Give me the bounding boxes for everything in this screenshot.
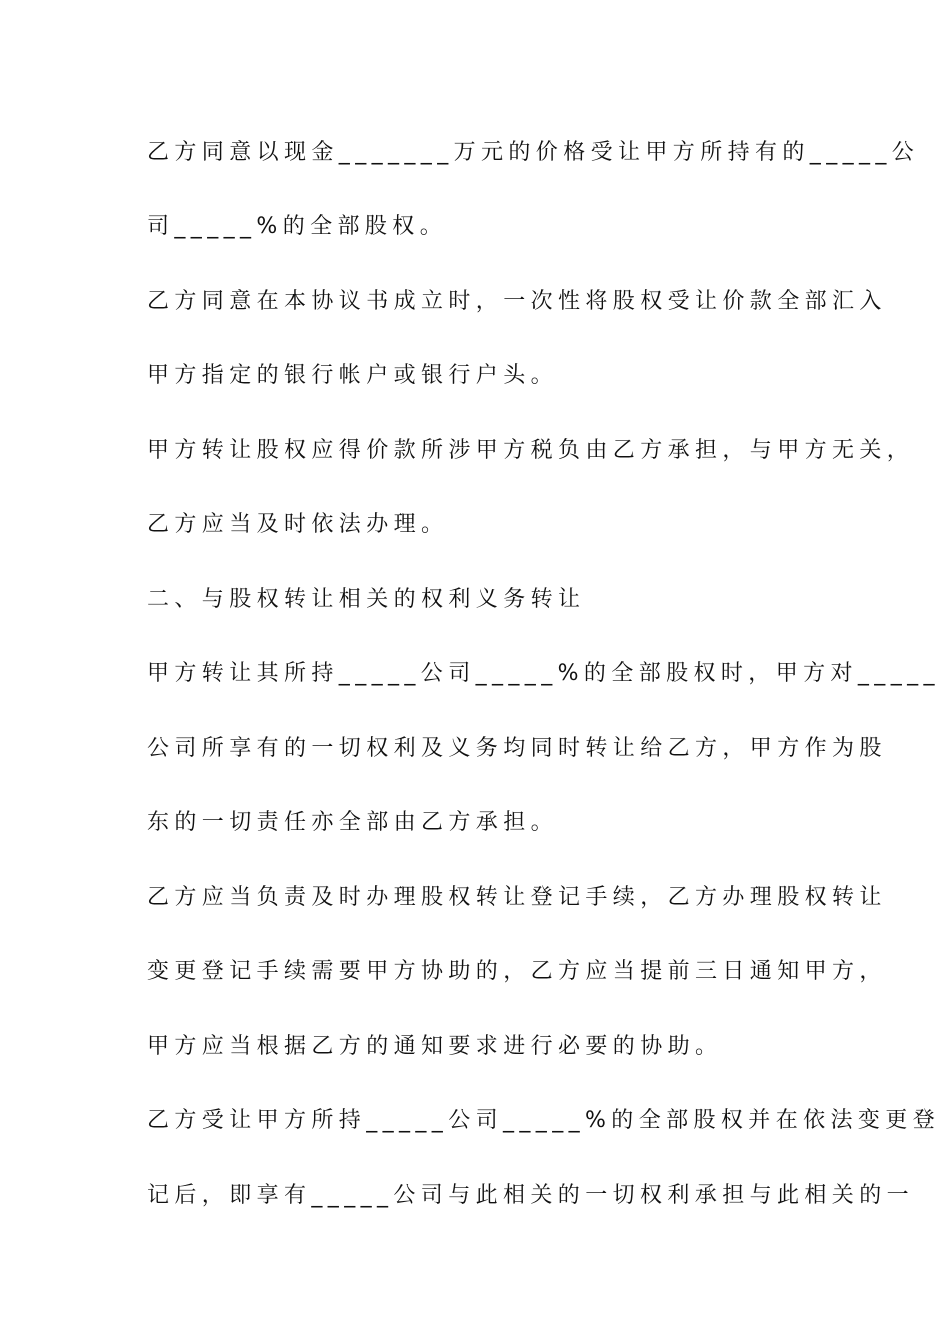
text-line-4: 甲方指定的银行帐户或银行户头。 <box>147 363 559 388</box>
text-line-10: 东的一切责任亦全部由乙方承担。 <box>147 810 559 835</box>
text-line-5: 甲方转让股权应得价款所涉甲方税负由乙方承担，与甲方无关， <box>147 438 915 463</box>
text-line-3: 乙方同意在本协议书成立时，一次性将股权受让价款全部汇入 <box>147 289 887 314</box>
section-heading: 二、与股权转让相关的权利义务转让 <box>147 587 586 612</box>
text-line-12: 变更登记手续需要甲方协助的，乙方应当提前三日通知甲方， <box>147 959 887 984</box>
text-line-6: 乙方应当及时依法办理。 <box>147 512 449 537</box>
text-line-8: 甲方转让其所持_____公司_____%的全部股权时，甲方对_____ <box>147 661 940 686</box>
text-line-13: 甲方应当根据乙方的通知要求进行必要的协助。 <box>147 1034 723 1059</box>
text-line-14: 乙方受让甲方所持_____公司_____%的全部股权并在依法变更登 <box>147 1108 941 1133</box>
text-line-11: 乙方应当负责及时办理股权转让登记手续，乙方办理股权转让 <box>147 885 887 910</box>
text-line-9: 公司所享有的一切权利及义务均同时转让给乙方，甲方作为股 <box>147 736 887 761</box>
text-line-2: 司_____%的全部股权。 <box>147 214 448 239</box>
text-line-15: 记后，即享有_____公司与此相关的一切权利承担与此相关的一 <box>147 1183 915 1208</box>
text-line-1: 乙方同意以现金_______万元的价格受让甲方所持有的_____公 <box>147 140 920 165</box>
